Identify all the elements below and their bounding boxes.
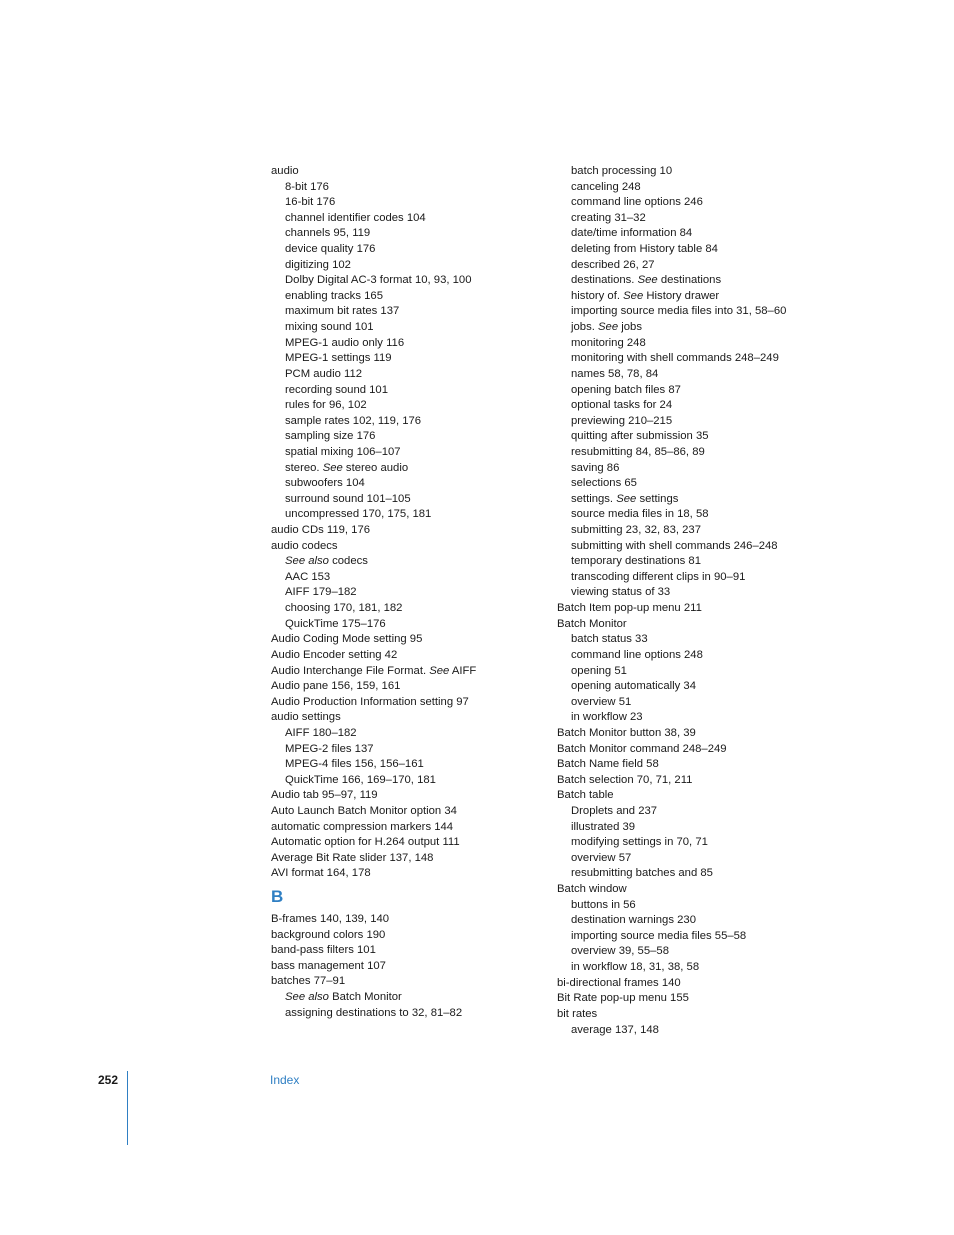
index-subentry: QuickTime 166, 169–170, 181 [285,773,436,786]
index-subentry: deleting from History table 84 [571,243,718,256]
index-column-left [271,164,551,1021]
entry-reference-target: stereo audio [342,461,409,474]
index-entry: bi-directional frames 140 [557,976,681,989]
index-entry: Batch Monitor [557,617,627,630]
index-subentry: quitting after submission 35 [571,430,709,443]
index-subentry: spatial mixing 106–107 [285,445,401,458]
index-subentry: overview 39, 55–58 [571,945,669,958]
index-subentry: MPEG-2 files 137 [285,742,374,755]
index-subentry: viewing status of 33 [571,586,671,599]
index-entry: automatic compression markers 144 [271,820,454,833]
index-subentry: source media files in 18, 58 [571,508,709,521]
entry-text: destinations. [571,274,638,287]
index-entry: Audio Encoder setting 42 [271,648,398,661]
index-subentry: command line options 248 [571,648,703,661]
index-subentry: channel identifier codes 104 [285,211,426,224]
index-subentry: command line options 246 [571,196,703,209]
index-subentry: subwoofers 104 [285,477,365,490]
entry-cross-reference: See [429,664,450,677]
index-subentry: overview 57 [571,851,632,864]
index-subentry: choosing 170, 181, 182 [285,602,403,615]
index-subentry: sample rates 102, 119, 176 [285,414,422,427]
index-subentry: importing source media files into 31, 58–60 [571,305,787,318]
index-subentry: digitizing 102 [285,258,351,271]
entry-cross-reference: See [322,461,343,474]
index-entry: Batch Item pop-up menu 211 [557,602,702,615]
index-subentry: batch status 33 [571,633,648,646]
index-subentry: creating 31–32 [571,211,646,224]
index-entry: Batch Monitor command 248–249 [557,742,727,755]
index-subentry: recording sound 101 [285,383,389,396]
footer-divider [127,1071,128,1145]
entry-reference-target: codecs [328,555,368,568]
index-entry: audio CDs 119, 176 [271,524,371,537]
index-subentry [271,461,551,477]
index-subentry: assigning destinations to 32, 81–82 [285,1006,463,1019]
index-subentry [271,554,551,570]
index-entry: Auto Launch Batch Monitor option 34 [271,804,457,817]
index-subentry: monitoring with shell commands 248–249 [571,352,779,365]
index-subentry: submitting 23, 32, 83, 237 [571,524,702,537]
index-subentry [557,320,857,336]
page-number: 252 [98,1073,119,1087]
index-subentry: in workflow 23 [571,711,643,724]
index-column-right [557,164,857,1038]
index-subentry: AIFF 180–182 [285,726,357,739]
entry-cross-reference: See also [285,555,329,568]
index-subentry: resubmitting 84, 85–86, 89 [571,445,705,458]
index-subentry: rules for 96, 102 [285,399,367,412]
index-entry: audio codecs [271,539,338,552]
index-subentry: surround sound 101–105 [285,492,411,505]
index-entry: Audio tab 95–97, 119 [271,789,378,802]
entry-cross-reference: See [598,321,619,334]
entry-text: settings. [571,492,617,505]
entry-cross-reference: See also [285,991,329,1004]
index-subentry: overview 51 [571,695,632,708]
index-entry: batches 77–91 [271,975,346,988]
index-entry: Batch table [557,789,614,802]
section-title: Index [270,1073,300,1087]
index-entry: audio settings [271,711,341,724]
index-subentry: batch processing 10 [571,165,673,177]
index-entry: B-frames 140, 139, 140 [271,913,390,926]
index-subentry: average 137, 148 [571,1023,659,1036]
index-entry: Batch Monitor button 38, 39 [557,726,696,739]
entry-reference-target: settings [636,492,679,505]
index-entry: Batch Name field 58 [557,758,659,771]
index-entry: bass management 107 [271,959,386,972]
index-entry: AVI format 164, 178 [271,867,371,880]
index-subentry: mixing sound 101 [285,321,374,334]
index-subentry: submitting with shell commands 246–248 [571,539,778,552]
index-entry: Audio pane 156, 159, 161 [271,680,401,693]
index-subentry: uncompressed 170, 175, 181 [285,508,432,521]
index-subentry: resubmitting batches and 85 [571,867,713,880]
index-subentry: AIFF 179–182 [285,586,357,599]
entry-reference-target: jobs [618,321,642,334]
index-subentry: AAC 153 [285,570,331,583]
index-subentry: date/time information 84 [571,227,693,240]
index-subentry: in workflow 18, 31, 38, 58 [571,961,700,974]
index-subentry: described 26, 27 [571,258,655,271]
index-subentry: PCM audio 112 [285,367,363,380]
index-entry: Audio Production Information setting 97 [271,695,469,708]
index-entry: audio [271,165,299,177]
index-subentry: selections 65 [571,477,637,490]
index-subentry: channels 95, 119 [285,227,371,240]
index-entry: background colors 190 [271,928,386,941]
index-subentry: sampling size 176 [285,430,376,443]
entry-reference-target: History drawer [643,289,720,302]
index-subentry: modifying settings in 70, 71 [571,836,708,849]
index-entry: band-pass filters 101 [271,944,376,957]
entry-text: Audio Interchange File Format. [271,664,430,677]
index-subentry: temporary destinations 81 [571,555,701,568]
index-subentry: optional tasks for 24 [571,399,673,412]
index-entry [271,664,551,680]
index-subentry: destination warnings 230 [571,914,696,927]
index-subentry [271,990,551,1006]
index-subentry [557,492,857,508]
index-subentry [557,289,857,305]
index-entry: bit rates [557,1007,598,1020]
index-subentry: Droplets and 237 [571,804,658,817]
entry-reference-target: Batch Monitor [328,991,402,1004]
index-subentry: opening batch files 87 [571,383,681,396]
index-subentry: 8-bit 176 [285,180,329,193]
index-subentry: transcoding different clips in 90–91 [571,570,746,583]
index-subentry: MPEG-1 audio only 116 [285,336,405,349]
entry-cross-reference: See [623,289,644,302]
index-subentry: illustrated 39 [571,820,636,833]
index-entry: Batch selection 70, 71, 211 [557,773,693,786]
index-subentry: names 58, 78, 84 [571,367,659,380]
entry-reference-target: AIFF [449,664,477,677]
index-entry: Automatic option for H.264 output 111 [271,836,460,849]
entry-text: history of. [571,289,624,302]
index-subentry: maximum bit rates 137 [285,305,400,318]
index-entry: Audio Coding Mode setting 95 [271,633,423,646]
index-subentry: monitoring 248 [571,336,646,349]
index-subentry: importing source media files 55–58 [571,929,747,942]
index-subentry: MPEG-4 files 156, 156–161 [285,758,424,771]
index-subentry: opening automatically 34 [571,680,696,693]
index-subentry [557,273,857,289]
index-subentry: Dolby Digital AC-3 format 10, 93, 100 [285,274,472,287]
entry-text: jobs. [571,321,599,334]
index-entry: Average Bit Rate slider 137, 148 [271,851,434,864]
index-subentry: previewing 210–215 [571,414,673,427]
index-subentry: saving 86 [571,461,620,474]
index-subentry: enabling tracks 165 [285,289,383,302]
index-entry: Bit Rate pop-up menu 155 [557,992,689,1005]
index-subentry: MPEG-1 settings 119 [285,352,392,365]
entry-cross-reference: See [637,274,658,287]
entry-cross-reference: See [616,492,637,505]
index-subentry: device quality 176 [285,243,376,256]
index-subentry: opening 51 [571,664,627,677]
index-subentry: canceling 248 [571,180,641,193]
index-entry: Batch window [557,883,627,896]
index-letter-heading: B [271,887,284,907]
entry-reference-target: destinations [657,274,722,287]
index-subentry: 16-bit 176 [285,196,336,209]
entry-text: stereo. [285,461,323,474]
index-subentry: QuickTime 175–176 [285,617,386,630]
index-subentry: buttons in 56 [571,898,636,911]
